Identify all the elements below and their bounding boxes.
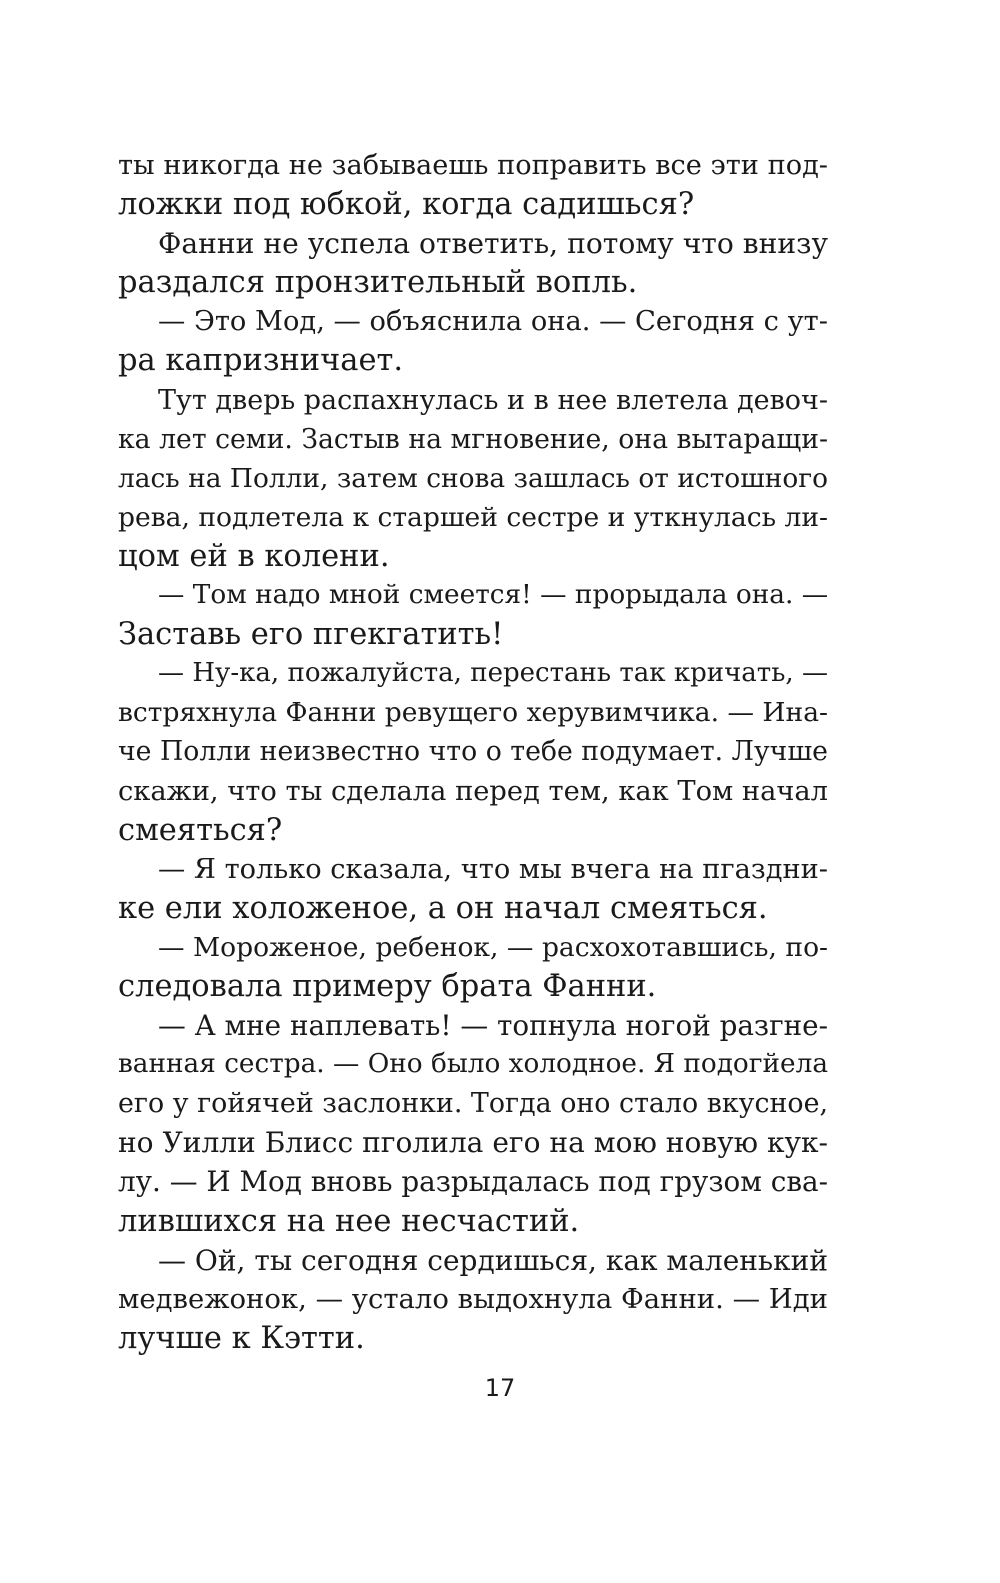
text-line: — Том надо мной смеется! — прорыдала она. — xyxy=(158,580,829,611)
text-line: ложки под юбкой, когда садишься? xyxy=(118,187,695,223)
text-line: Фанни не успела ответить, потому что внизу xyxy=(158,227,828,261)
text-line: лу. — И Мод вновь разрыдалась под грузом сва- xyxy=(118,1165,828,1199)
text-line: лучше к Кэтти. xyxy=(118,1320,365,1356)
text-line: че Полли неизвестно что о тебе подумает. Лучше xyxy=(118,736,828,768)
text-line: лившихся на нее несчастий. xyxy=(118,1203,580,1239)
text-line: — Я только сказала, что мы вчега на пгаздни- xyxy=(158,853,828,885)
text-line: ты никогда не забываешь поправить все эти под- xyxy=(118,150,828,181)
text-line: ке ели холоженое, а он начал смеяться. xyxy=(118,890,768,926)
text-line: — Ну-ка, пожалуйста, перестань так кричать, — xyxy=(158,658,828,689)
text-line: следовала примеру брата Фанни. xyxy=(118,968,657,1004)
text-line: Заставь его пгекгатить! xyxy=(118,617,504,653)
text-line: — А мне наплевать! — топнула ногой разгне- xyxy=(158,1009,829,1043)
page-number: 17 xyxy=(484,1374,516,1402)
text-line: раздался пронзительный вопль. xyxy=(118,265,638,301)
text-line: скажи, что ты сделала перед тем, как Том начал xyxy=(118,775,828,807)
text-line: цом ей в колени. xyxy=(118,538,390,574)
text-line: рева, подлетела к старшей сестре и уткнулась ли- xyxy=(118,501,828,533)
text-line: но Уилли Блисс пголила его на мою новую кук- xyxy=(118,1126,828,1160)
text-line: — Мороженое, ребенок, — расхохотавшись, по- xyxy=(158,931,828,963)
text-line: ка лет семи. Застыв на мгновение, она вытаращи- xyxy=(118,423,829,455)
text-line: встряхнула Фанни ревущего херувимчика. — Ина- xyxy=(118,697,828,729)
text-line: медвежонок, — устало выдохнула Фанни. — Иди xyxy=(118,1282,828,1315)
text-line: — Ой, ты сегодня сердишься, как маленький xyxy=(158,1243,828,1277)
text-line: — Это Мод, — объяснила она. — Сегодня с ут- xyxy=(158,306,828,338)
body-text xyxy=(118,146,828,1358)
text-line: смеяться? xyxy=(118,812,283,848)
text-line: ра капризничает. xyxy=(118,343,404,379)
text-line: его у гойячей заслонки. Тогда оно стало вкусное, xyxy=(118,1088,828,1120)
text-line: лась на Полли, затем снова зашлась от истошного xyxy=(118,462,828,494)
text-line: ванная сестра. — Оно было холодное. Я подогйела xyxy=(118,1049,828,1080)
text-line: Тут дверь распахнулась и в нее влетела девоч- xyxy=(158,384,828,416)
